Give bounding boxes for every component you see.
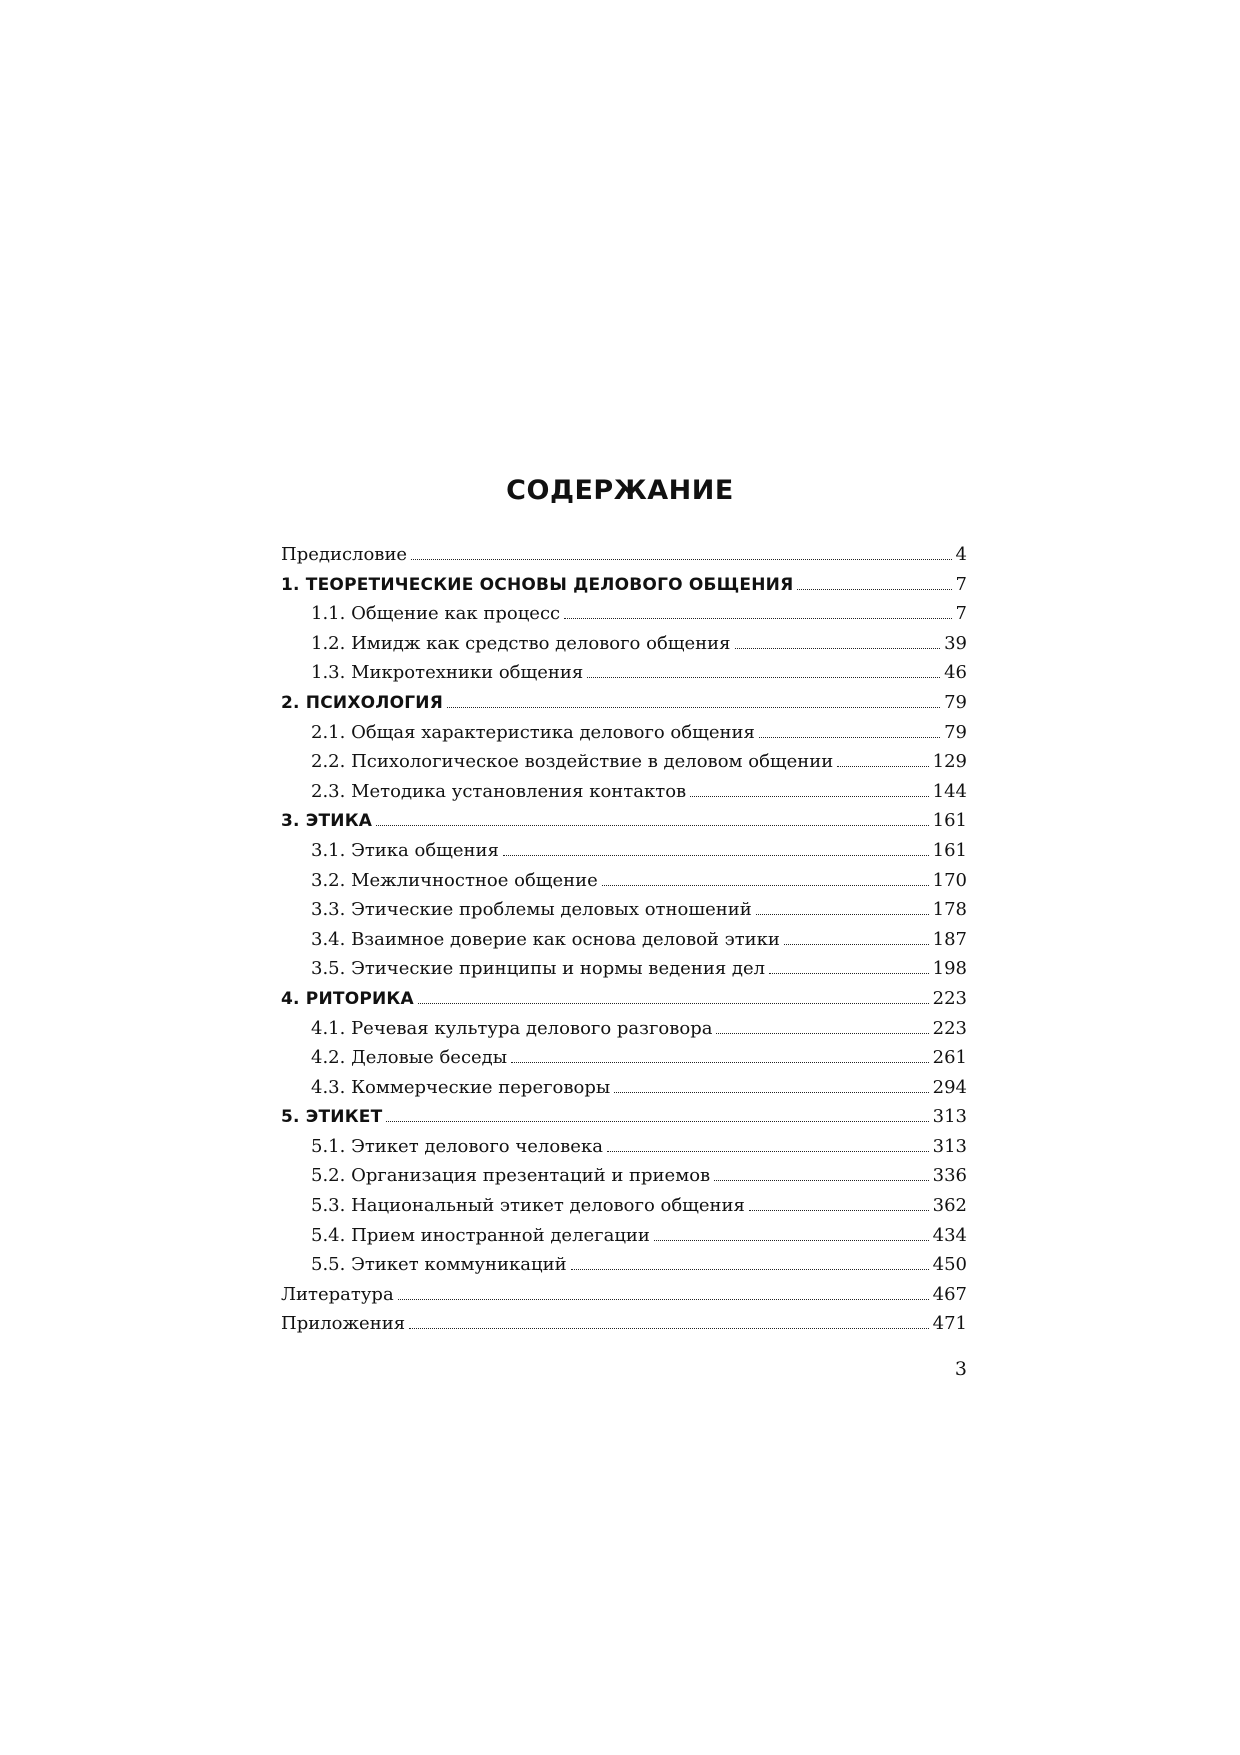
toc-entry-page: 7 bbox=[955, 603, 967, 625]
dot-leader bbox=[735, 648, 941, 649]
page-number: 3 bbox=[954, 1358, 967, 1380]
dot-leader bbox=[690, 796, 928, 797]
toc-entry-page: 450 bbox=[932, 1254, 967, 1276]
dot-leader bbox=[749, 1210, 929, 1211]
toc-section-5-3[interactable] bbox=[281, 1191, 967, 1221]
toc-entry-label: 5.5. Этикет коммуникаций bbox=[311, 1254, 567, 1276]
toc-chapter-5[interactable] bbox=[281, 1102, 967, 1132]
toc-entry-label: Литература bbox=[281, 1283, 394, 1305]
toc-entry-page: 161 bbox=[932, 839, 967, 861]
toc-section-5-2[interactable] bbox=[281, 1161, 967, 1191]
toc-entry-label: 2.1. Общая характеристика делового общения bbox=[311, 721, 755, 743]
toc-chapter-4[interactable] bbox=[281, 984, 967, 1014]
toc-entry-label: 5.4. Прием иностранной делегации bbox=[311, 1224, 650, 1246]
toc-entry-label: 4.2. Деловые беседы bbox=[311, 1047, 508, 1069]
toc-entry-page: 170 bbox=[932, 869, 967, 891]
toc-entry-label: 4.1. Речевая культура делового разговора bbox=[311, 1017, 713, 1039]
toc-section-3-2[interactable] bbox=[281, 866, 967, 896]
toc-entry-page: 46 bbox=[944, 662, 967, 684]
toc-section-3-3[interactable] bbox=[281, 895, 967, 925]
dot-leader bbox=[614, 1092, 928, 1093]
dot-leader bbox=[503, 855, 929, 856]
toc-entry-page: 7 bbox=[955, 573, 967, 595]
toc-chapter-3[interactable] bbox=[281, 806, 967, 836]
toc-entry-appendices[interactable] bbox=[281, 1309, 967, 1339]
dot-leader bbox=[418, 1003, 929, 1004]
toc-entry-label: 1.2. Имидж как средство делового общения bbox=[311, 632, 731, 654]
toc-entry-page: 467 bbox=[932, 1283, 967, 1305]
toc-entry-label: 3.1. Этика общения bbox=[311, 839, 499, 861]
toc-entry-label: 3. ЭТИКА bbox=[281, 811, 373, 832]
dot-leader bbox=[837, 766, 928, 767]
dot-leader bbox=[756, 914, 929, 915]
toc-section-3-5[interactable] bbox=[281, 954, 967, 984]
toc-entry-page: 313 bbox=[932, 1135, 967, 1157]
toc-section-3-4[interactable] bbox=[281, 925, 967, 955]
toc-entry-label: 3.5. Этические принципы и нормы ведения дел bbox=[311, 958, 766, 980]
toc-section-5-5[interactable] bbox=[281, 1250, 967, 1280]
toc-entry-label: 2.3. Методика установления контактов bbox=[311, 780, 687, 802]
toc-section-5-1[interactable] bbox=[281, 1132, 967, 1162]
dot-leader bbox=[571, 1269, 929, 1270]
toc-entry-page: 79 bbox=[944, 721, 967, 743]
dot-leader bbox=[716, 1033, 928, 1034]
dot-leader bbox=[398, 1299, 929, 1300]
toc-entry-label: 5.3. Национальный этикет делового общения bbox=[311, 1195, 745, 1217]
toc-section-4-2[interactable] bbox=[281, 1043, 967, 1073]
dot-leader bbox=[587, 677, 940, 678]
dot-leader bbox=[714, 1180, 928, 1181]
toc-entry-page: 362 bbox=[932, 1195, 967, 1217]
toc-entry-page: 434 bbox=[932, 1224, 967, 1246]
dot-leader bbox=[386, 1121, 928, 1122]
dot-leader bbox=[602, 885, 929, 886]
dot-leader bbox=[607, 1151, 929, 1152]
toc-entry-page: 39 bbox=[944, 632, 967, 654]
dot-leader bbox=[797, 589, 951, 590]
toc-entry-label: Предисловие bbox=[281, 544, 408, 565]
toc-entry-label: 2.2. Психологическое воздействие в деловом общении bbox=[311, 751, 834, 773]
toc-entry-label: 1.1. Общение как процесс bbox=[311, 603, 561, 625]
toc-chapter-1[interactable] bbox=[281, 570, 967, 600]
toc-entry-page: 4 bbox=[955, 544, 967, 565]
toc-entry-label: Приложения bbox=[281, 1313, 406, 1335]
toc-entry-label: 4.3. Коммерческие переговоры bbox=[311, 1076, 611, 1098]
toc-entry-label: 3.3. Этические проблемы деловых отношений bbox=[311, 899, 752, 921]
toc-chapter-2[interactable] bbox=[281, 688, 967, 718]
toc-entry-label: 1.3. Микротехники общения bbox=[311, 662, 584, 684]
toc-entry-page: 223 bbox=[932, 1017, 967, 1039]
toc-section-2-3[interactable] bbox=[281, 777, 967, 807]
toc-entry-label: 2. ПСИХОЛОГИЯ bbox=[281, 692, 444, 713]
toc-section-1-3[interactable] bbox=[281, 658, 967, 688]
toc-section-1-1[interactable] bbox=[281, 599, 967, 629]
dot-leader bbox=[411, 559, 951, 560]
toc-entry-page: 261 bbox=[932, 1047, 967, 1069]
dot-leader bbox=[564, 618, 951, 619]
dot-leader bbox=[654, 1240, 929, 1241]
toc-entry-preface[interactable] bbox=[281, 540, 967, 570]
toc-section-2-2[interactable] bbox=[281, 747, 967, 777]
toc-entry-page: 129 bbox=[932, 751, 967, 773]
dot-leader bbox=[447, 707, 940, 708]
dot-leader bbox=[759, 737, 940, 738]
toc-section-1-2[interactable] bbox=[281, 629, 967, 659]
toc-entry-label: 5.2. Организация презентаций и приемов bbox=[311, 1165, 711, 1187]
toc-entry-page: 336 bbox=[932, 1165, 967, 1187]
toc-section-2-1[interactable] bbox=[281, 718, 967, 748]
toc-entry-label: 1. ТЕОРЕТИЧЕСКИЕ ОСНОВЫ ДЕЛОВОГО ОБЩЕНИЯ bbox=[281, 574, 794, 595]
dot-leader bbox=[769, 973, 929, 974]
toc-entry-label: 5. ЭТИКЕТ bbox=[281, 1107, 383, 1128]
toc-entry-label: 4. РИТОРИКА bbox=[281, 988, 414, 1009]
toc-section-4-3[interactable] bbox=[281, 1073, 967, 1103]
toc-entry-label: 3.2. Межличностное общение bbox=[311, 869, 598, 891]
toc-entry-page: 144 bbox=[932, 780, 967, 802]
toc-entry-page: 471 bbox=[932, 1313, 967, 1335]
dot-leader bbox=[409, 1328, 929, 1329]
toc-entry-page: 187 bbox=[932, 928, 967, 950]
toc-entry-label: 3.4. Взаимное доверие как основа деловой этики bbox=[311, 928, 780, 950]
toc-entry-page: 79 bbox=[944, 691, 967, 713]
toc-section-3-1[interactable] bbox=[281, 836, 967, 866]
toc-entry-page: 198 bbox=[932, 958, 967, 980]
dot-leader bbox=[376, 825, 928, 826]
dot-leader bbox=[511, 1062, 929, 1063]
toc-entry-page: 223 bbox=[932, 987, 967, 1009]
toc-entry-literature[interactable] bbox=[281, 1280, 967, 1310]
toc-entry-page: 294 bbox=[932, 1076, 967, 1098]
toc-entry-label: 5.1. Этикет делового человека bbox=[311, 1135, 603, 1157]
table-of-contents bbox=[281, 540, 967, 1339]
dot-leader bbox=[784, 944, 929, 945]
toc-section-4-1[interactable] bbox=[281, 1014, 967, 1044]
toc-entry-page: 178 bbox=[932, 899, 967, 921]
page-title: СОДЕРЖАНИЕ bbox=[506, 475, 734, 506]
toc-section-5-4[interactable] bbox=[281, 1221, 967, 1251]
toc-entry-page: 313 bbox=[932, 1106, 967, 1128]
toc-entry-page: 161 bbox=[932, 810, 967, 832]
